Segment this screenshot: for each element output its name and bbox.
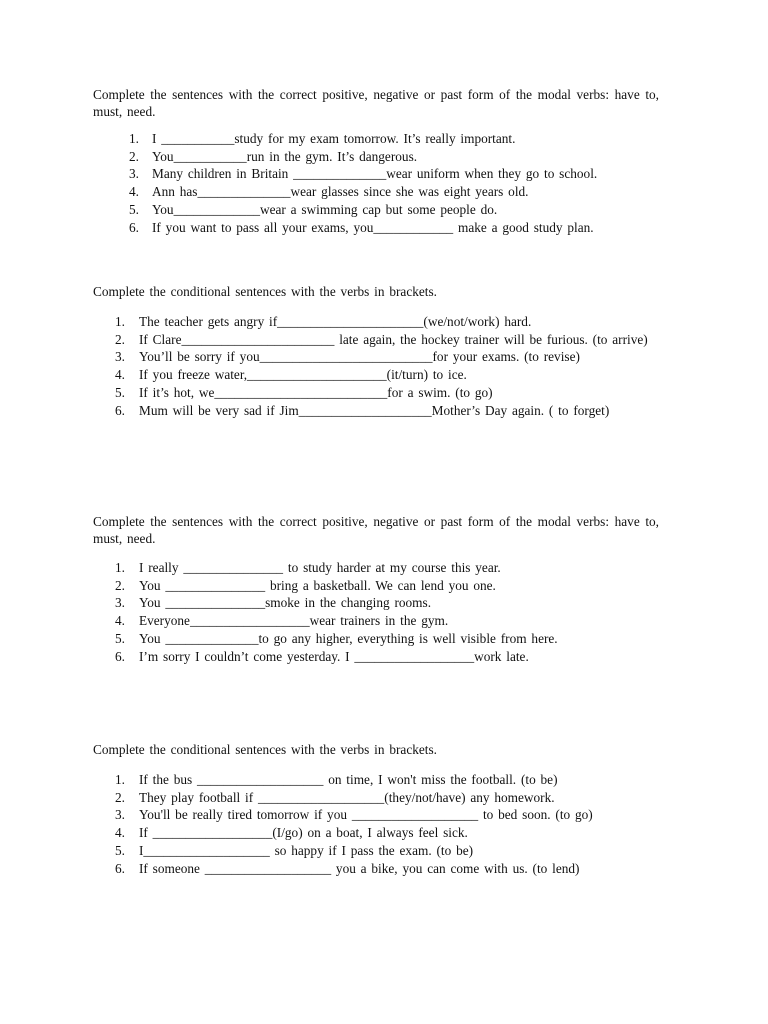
item-number: 4.	[115, 367, 125, 383]
item-number: 4.	[115, 613, 125, 629]
exercise-item	[93, 789, 659, 807]
item-text: Ann has______________wear glasses since she was eight years old.	[152, 184, 529, 200]
item-text: You___________run in the gym. It’s dangerous.	[152, 148, 418, 164]
exercise-item	[93, 771, 659, 789]
item-text: I’m sorry I couldn’t come yesterday. I __________________work late.	[139, 648, 529, 664]
item-text: If someone ___________________ you a bike, you can come with us. (to lend)	[139, 860, 580, 876]
item-text: You _______________ bring a basketball. We can lend you one.	[139, 577, 496, 593]
exercise-item	[93, 384, 659, 402]
exercise-item	[93, 348, 659, 366]
item-number: 6.	[115, 402, 125, 418]
item-number: 6.	[115, 648, 125, 664]
item-text: You ______________to go any higher, everything is well visible from here.	[139, 630, 558, 646]
exercise-item	[93, 183, 659, 201]
exercise-item	[93, 559, 659, 577]
exercise-item	[93, 860, 659, 878]
item-text: I___________________ so happy if I pass the exam. (to be)	[139, 842, 474, 858]
exercise-item-list	[93, 130, 659, 236]
item-text: If Clare_______________________ late again, the hockey trainer will be furious. (to arrive)	[139, 331, 648, 347]
item-text: You_____________wear a swimming cap but some people do.	[152, 201, 498, 217]
exercise-modal-verbs-1	[93, 86, 659, 236]
exercise-item	[93, 806, 659, 824]
exercise-item	[93, 577, 659, 595]
exercise-instruction: Complete the conditional sentences with the verbs in brackets.	[93, 284, 437, 299]
exercise-item	[93, 331, 659, 349]
item-text: I ___________study for my exam tomorrow. It’s really important.	[152, 131, 516, 146]
exercise-item	[93, 648, 659, 666]
exercise-item-list	[93, 559, 659, 665]
exercise-item	[93, 313, 659, 331]
item-text: They play football if ___________________(they/not/have) any homework.	[139, 789, 555, 805]
item-text: You'll be really tired tomorrow if you ___________________ to bed soon. (to go)	[139, 807, 593, 823]
exercise-item	[93, 219, 659, 237]
item-number: 1.	[115, 772, 125, 787]
exercise-item	[93, 165, 659, 183]
exercise-item-list	[93, 313, 659, 419]
item-text: Mum will be very sad if Jim____________________Mother’s Day again. ( to forget)	[139, 402, 610, 418]
exercise-item	[93, 366, 659, 384]
item-text: If the bus ___________________ on time, I won't miss the football. (to be)	[139, 772, 558, 787]
item-number: 3.	[129, 166, 139, 182]
item-number: 5.	[129, 201, 139, 217]
item-number: 2.	[115, 577, 125, 593]
exercise-item	[93, 402, 659, 420]
item-number: 2.	[115, 331, 125, 347]
item-number: 3.	[115, 807, 125, 823]
exercise-item	[93, 148, 659, 166]
item-text: If you want to pass all your exams, you____________ make a good study plan.	[152, 219, 594, 235]
item-text: If it’s hot, we__________________________for a swim. (to go)	[139, 384, 493, 400]
item-text: Everyone__________________wear trainers in the gym.	[139, 613, 449, 629]
item-number: 2.	[115, 789, 125, 805]
item-number: 3.	[115, 595, 125, 611]
exercise-instruction: Complete the sentences with the correct positive, negative or past form of the modal verbs: have to, must, need.	[93, 514, 659, 546]
item-number: 5.	[115, 384, 125, 400]
exercise-modal-verbs-2	[93, 513, 659, 665]
item-number: 1.	[129, 131, 139, 146]
exercise-item	[93, 612, 659, 630]
item-number: 1.	[115, 314, 125, 329]
exercise-item	[93, 201, 659, 219]
item-text: You’ll be sorry if you__________________________for your exams. (to revise)	[139, 349, 580, 365]
exercise-item	[93, 842, 659, 860]
item-number: 3.	[115, 349, 125, 365]
exercise-item	[93, 630, 659, 648]
item-text: Many children in Britain ______________wear uniform when they go to school.	[152, 166, 598, 182]
exercise-item-list	[93, 771, 659, 877]
item-number: 5.	[115, 630, 125, 646]
item-number: 4.	[115, 825, 125, 841]
item-number: 4.	[129, 184, 139, 200]
exercise-instruction: Complete the conditional sentences with the verbs in brackets.	[93, 742, 437, 757]
item-text: You _______________smoke in the changing rooms.	[139, 595, 432, 611]
exercise-item	[93, 594, 659, 612]
exercise-item	[93, 130, 659, 148]
item-number: 5.	[115, 842, 125, 858]
item-text: If you freeze water,_____________________(it/turn) to ice.	[139, 367, 467, 383]
exercise-conditionals-2	[93, 741, 659, 877]
item-number: 6.	[129, 219, 139, 235]
item-text: The teacher gets angry if______________________(we/not/work) hard.	[139, 314, 532, 329]
item-number: 6.	[115, 860, 125, 876]
item-number: 1.	[115, 560, 125, 575]
item-text: I really _______________ to study harder at my course this year.	[139, 560, 501, 575]
item-text: If __________________(I/go) on a boat, I always feel sick.	[139, 825, 468, 841]
exercise-instruction: Complete the sentences with the correct positive, negative or past form of the modal verbs: have to, must, need.	[93, 87, 659, 119]
item-number: 2.	[129, 148, 139, 164]
exercise-conditionals-1	[93, 283, 659, 419]
exercise-item	[93, 824, 659, 842]
